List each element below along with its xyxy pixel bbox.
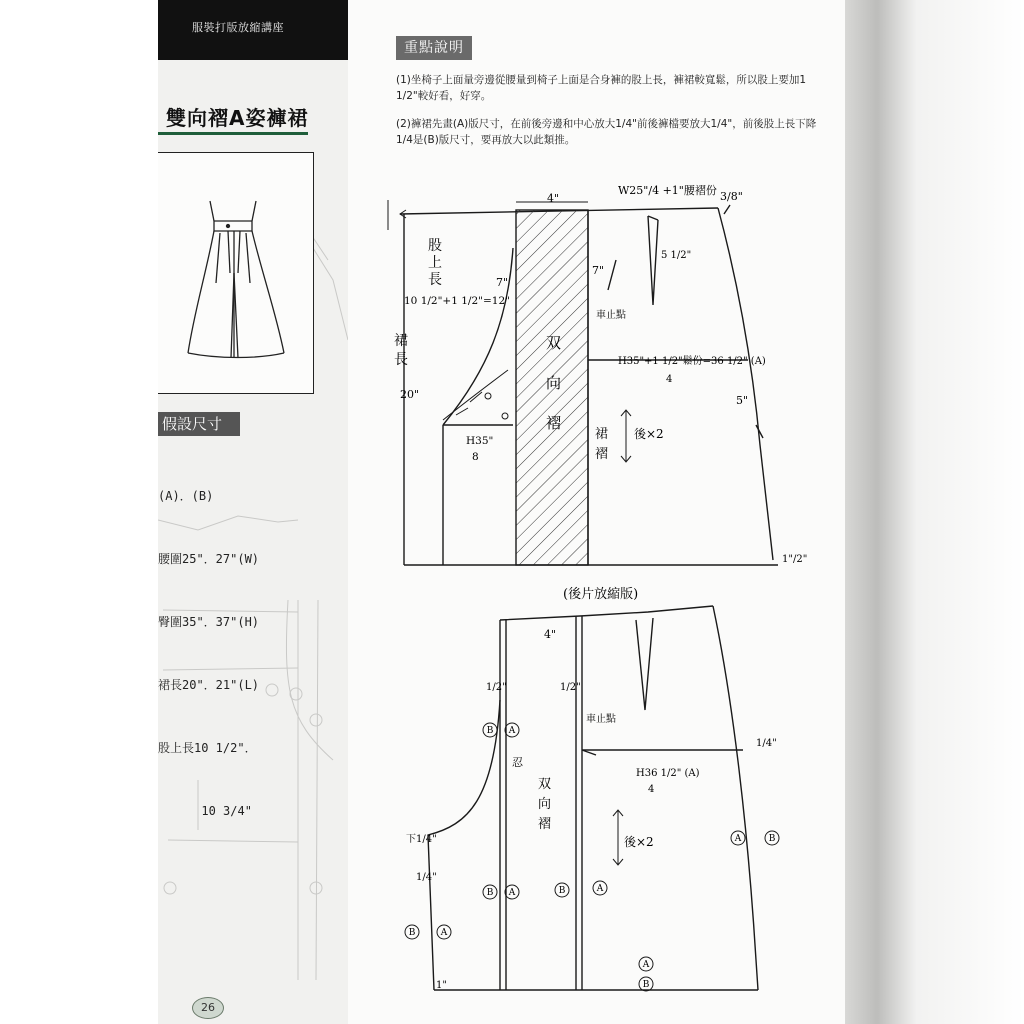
grain-label: 裙	[595, 427, 609, 442]
right-five-label: 5"	[736, 394, 749, 407]
size-line: 10 3/4"	[158, 804, 252, 818]
hip-formula: H35"+1 1/2"鬆份=36 1/2" (A)	[618, 356, 766, 367]
assumed-size-tag: 假設尺寸	[158, 412, 240, 436]
main-content	[348, 0, 848, 1024]
back-pleat-char-1: 双	[538, 777, 552, 792]
back-pleat-char-3: 褶	[538, 817, 552, 832]
key-points-tag: 重點說明	[396, 36, 472, 60]
grain-label-2: 褶	[595, 447, 609, 462]
back-hip-formula: H36 1/2" (A)	[636, 768, 700, 779]
back-pleat-char-2: 向	[538, 797, 552, 812]
back-bottom-mark: 1"	[436, 980, 447, 991]
back-x2-label: 後×2	[624, 835, 654, 849]
back-pleat-width: 4"	[544, 628, 557, 641]
grade-a-marker: A	[734, 834, 742, 844]
hip-left-divisor: 8	[472, 451, 479, 463]
title-underline	[158, 132, 308, 135]
back-x2-label: 後×2	[634, 427, 664, 441]
size-list	[158, 444, 259, 864]
grade-a-marker: A	[440, 928, 448, 938]
sidebar	[158, 0, 348, 1024]
pattern-title: 雙向褶A姿褲裙	[166, 106, 309, 130]
crotch-label-2: 上	[428, 255, 442, 271]
scan-margin	[0, 0, 158, 1024]
grade-b-marker: B	[768, 834, 776, 844]
pleat-char-2: 向	[546, 374, 562, 392]
pleat-width-label: 4"	[546, 192, 560, 205]
grade-b-marker: B	[486, 726, 494, 736]
grade-b-marker: B	[642, 980, 650, 990]
back-side-note: 忍	[512, 756, 523, 769]
grade-b-marker: B	[558, 886, 566, 896]
back-pattern-draft	[348, 580, 848, 1000]
back-draft-caption: (後片放縮版)	[563, 587, 639, 602]
back-crotch-mark: 下1/4"	[406, 834, 437, 845]
top-right-mark: 3/8"	[720, 190, 743, 203]
bottom-right-mark: 1"/2"	[782, 554, 808, 565]
size-line: 股上長10 1/2"．	[158, 741, 257, 755]
key-point-item: (2)褲裙先畫(A)版尺寸，在前後旁邊和中心放大1/4"前後褲檔要放大1/4"，前後股上長下降1/4是(B)版尺寸，要再放大以此類推。	[396, 118, 817, 146]
stop-point-label: 車止點	[596, 310, 626, 321]
hip-left-label: H35"	[466, 435, 494, 447]
culottes-illustration	[158, 153, 313, 393]
skirt-label-2: 長	[394, 352, 408, 368]
right-seven-label: 7"	[592, 264, 605, 277]
header-bar	[158, 0, 348, 60]
hip-divisor: 4	[666, 374, 673, 385]
grade-b-marker: B	[486, 888, 494, 898]
size-line: 臀圍35"．37"(H)	[158, 615, 260, 629]
grade-a-marker: A	[642, 960, 650, 970]
back-right-quarter: 1/4"	[756, 738, 777, 749]
back-hip-divisor: 4	[648, 784, 655, 795]
page-gutter-shadow	[845, 0, 1024, 1024]
garment-illustration-frame	[158, 152, 314, 394]
skirt-length-value: 20"	[400, 388, 420, 401]
size-line: 腰圍25"．27"(W)	[158, 552, 260, 566]
left-seven-label: 7"	[496, 276, 509, 289]
crotch-label-3: 長	[428, 272, 442, 288]
pleat-char-1: 双	[546, 334, 562, 352]
crotch-label-1: 股	[428, 238, 442, 254]
back-stop-label: 車止點	[586, 714, 616, 725]
dart-depth-label: 5 1/2"	[661, 250, 692, 261]
skirt-label-1: 裙	[394, 333, 408, 349]
front-pattern-draft	[348, 170, 848, 580]
size-line: (A)．(B)	[158, 489, 214, 503]
grade-a-marker: A	[596, 884, 604, 894]
pleat-char-3: 褶	[546, 414, 562, 432]
back-crotch-mark-2: 1/4"	[416, 872, 437, 883]
key-point-item: (1)坐椅子上面量旁邊從腰量到椅子上面是合身褲的股上長，褲裙較寬鬆，所以股上要加1 1/2"較好看，好穿。	[396, 74, 807, 102]
back-left-mark: 1/2"	[486, 682, 507, 693]
size-line: 裙長20"．21"(L)	[158, 678, 260, 692]
crotch-formula: 10 1/2"+1 1/2"=12"	[404, 295, 510, 307]
grade-b-marker: B	[408, 928, 416, 938]
grade-a-marker: A	[508, 726, 516, 736]
series-title: 服裝打版放縮講座	[192, 21, 284, 34]
waist-note: W25"/4 +1"腰褶份	[618, 184, 717, 197]
back-right-mark: 1/2"	[560, 682, 581, 693]
page-number: 26	[192, 997, 224, 1019]
grade-a-marker: A	[508, 888, 516, 898]
